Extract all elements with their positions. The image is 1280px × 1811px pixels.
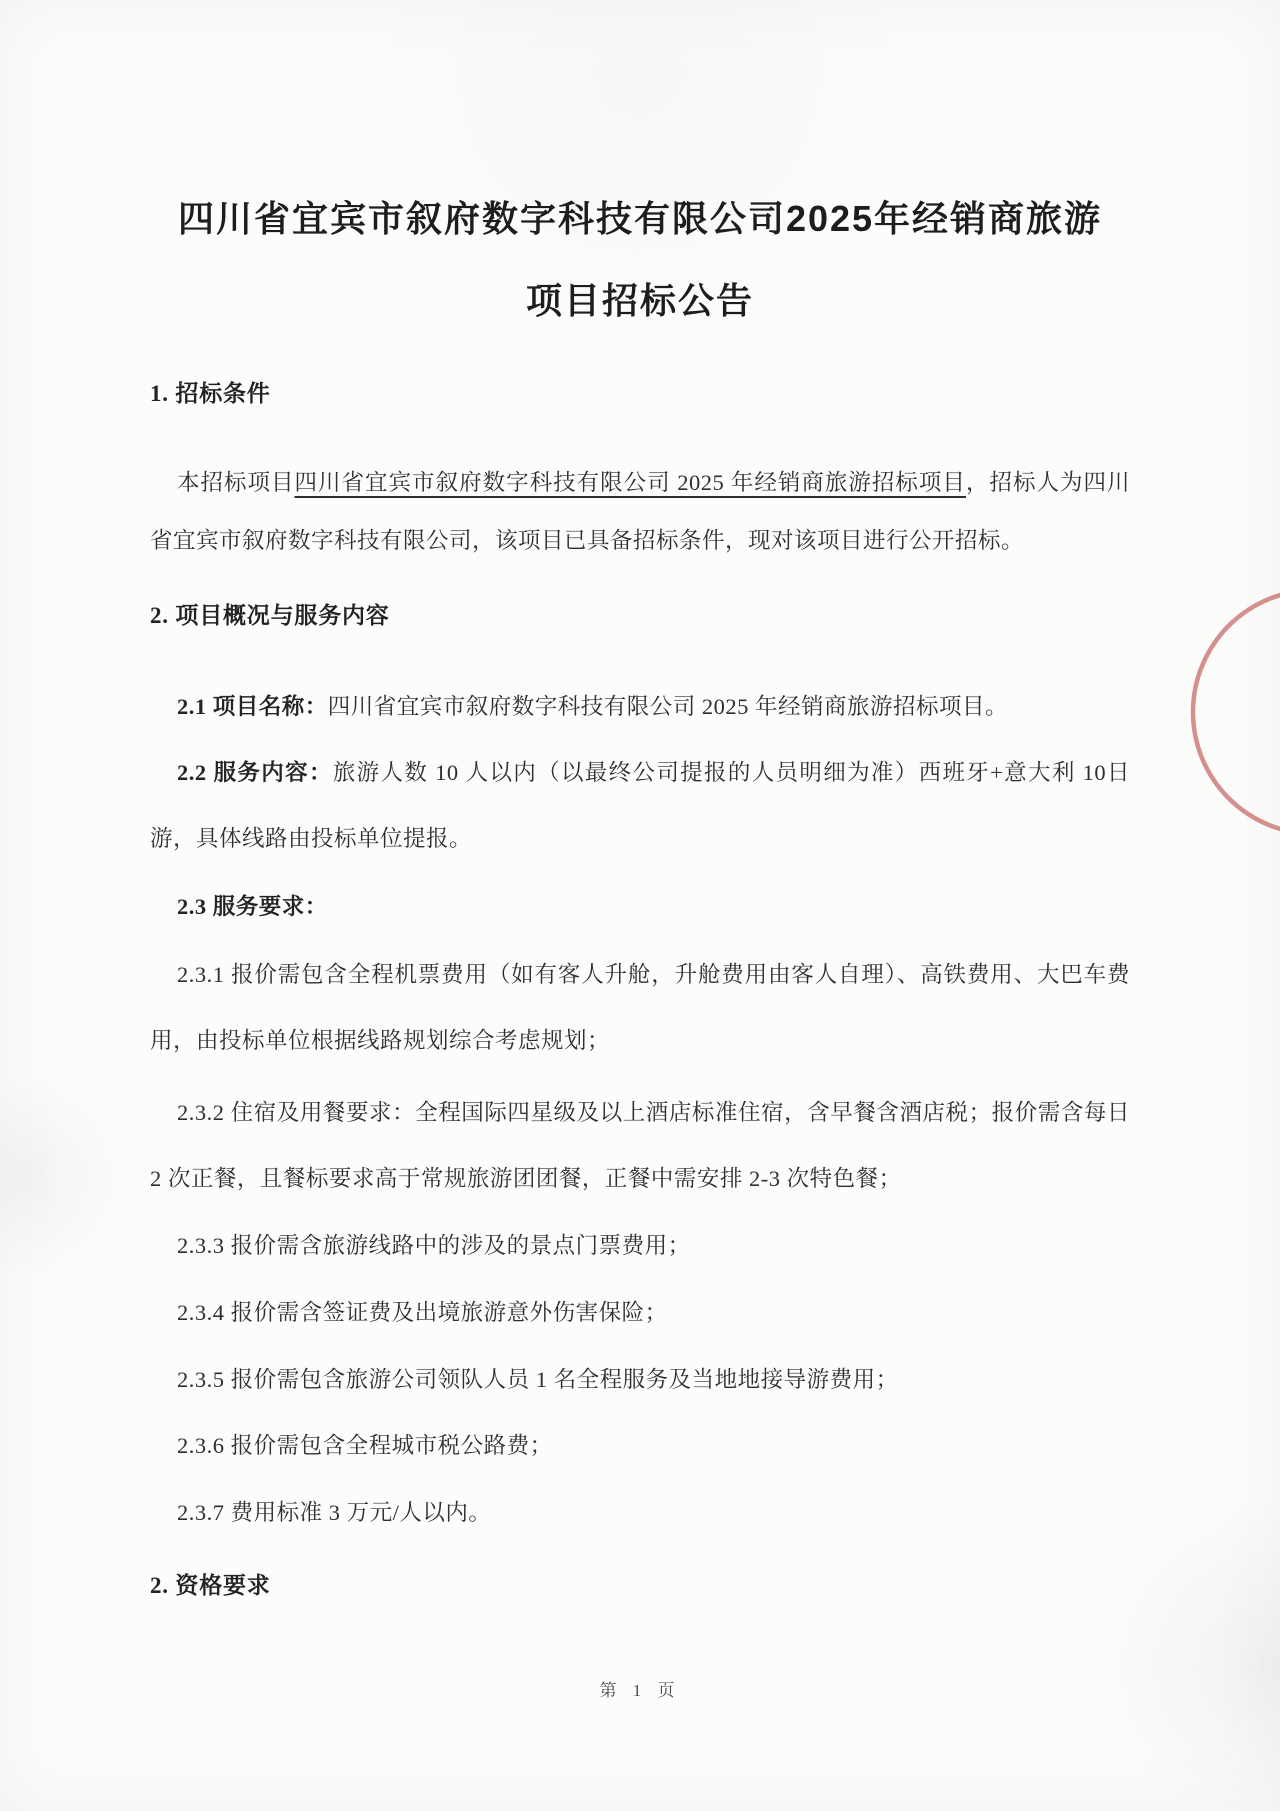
tender-conditions-paragraph — [150, 454, 1130, 570]
document-title — [150, 0, 1130, 324]
paragraph-text-suffix: ，招标人为四川省宜宾市叙府数字科技有限公司，该项目已具备招标条件，现对该项目进行公开招标。 — [150, 470, 1130, 553]
red-seal-stamp-icon — [1170, 552, 1280, 852]
item-2-2-label: 2.2 服务内容： — [177, 760, 333, 785]
underlined-project-name: 四川省宜宾市叙府数字科技有限公司 2025 年经销商旅游招标项目 — [294, 470, 966, 495]
seal-outer-ring — [1193, 590, 1280, 834]
title-line-1: 四川省宜宾市叙府数字科技有限公司2025年经销商旅游 — [177, 198, 1103, 239]
item-2-1-project-name — [150, 674, 1130, 740]
title-line-2: 项目招标公告 — [525, 280, 754, 321]
item-2-1-label: 2.1 项目名称： — [177, 694, 328, 719]
item-2-2-text: 旅游人数 10 人以内（以最终公司提报的人员明细为准）西班牙+意大利 10日游，具体线路由投标单位提报。 — [150, 760, 1130, 851]
item-2-3-4: 2.3.4 报价需含签证费及出境旅游意外伤害保险； — [177, 1300, 668, 1325]
item-2-1-text: 四川省宜宾市叙府数字科技有限公司 2025 年经销商旅游招标项目。 — [327, 694, 1009, 719]
item-2-3-1: 2.3.1 报价需包含全程机票费用（如有客人升舱，升舱费用由客人自理）、高铁费用、大巴车费用，由投标单位根据线路规划综合考虑规划； — [150, 962, 1130, 1053]
item-2-3-service-requirements-heading: 2.3 服务要求： — [177, 894, 328, 919]
paragraph-text-prefix: 本招标项目 — [177, 470, 295, 495]
item-2-3-6: 2.3.6 报价需包含全程城市税公路费； — [177, 1433, 553, 1458]
page-number: 第 1 页 — [599, 1681, 681, 1700]
section-1-heading: 1. 招标条件 — [150, 381, 271, 406]
item-2-2-service-content — [150, 740, 1130, 872]
section-2-heading: 2. 项目概况与服务内容 — [150, 603, 390, 628]
section-qualification-heading: 2. 资格要求 — [150, 1573, 271, 1598]
item-2-3-2: 2.3.2 住宿及用餐要求：全程国际四星级及以上酒店标准住宿，含早餐含酒店税；报价需含每日 2 次正餐，且餐标要求高于常规旅游团团餐，正餐中需安排 2-3 次特色餐； — [150, 1100, 1130, 1191]
item-2-3-5: 2.3.5 报价需包含旅游公司领队人员 1 名全程服务及当地地接导游费用； — [177, 1367, 899, 1392]
document-body — [150, 0, 1130, 1602]
item-2-3-3: 2.3.3 报价需含旅游线路中的涉及的景点门票费用； — [177, 1233, 691, 1258]
item-2-3-7: 2.3.7 费用标准 3 万元/人以内。 — [177, 1500, 492, 1525]
